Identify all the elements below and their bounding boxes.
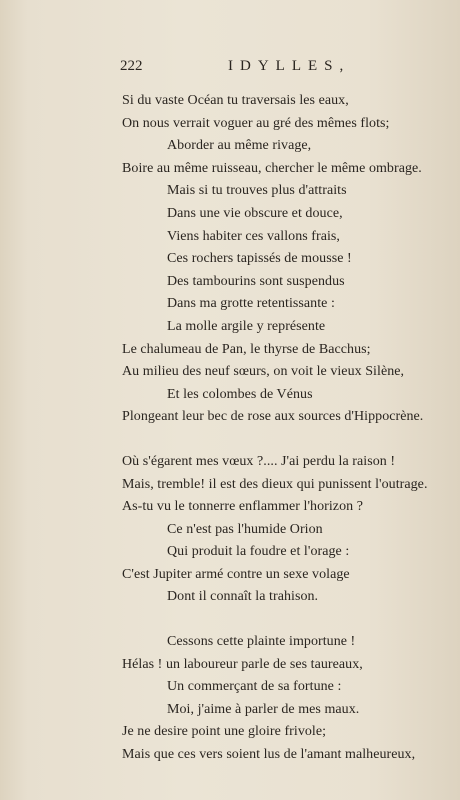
verse-line: As-tu vu le tonnerre enflammer l'horizon ? xyxy=(122,499,363,515)
verse-line: Dont il connaît la trahison. xyxy=(167,589,319,605)
verse-line: Mais, tremble! il est des dieux qui punissent l'outrage. xyxy=(122,476,428,492)
verse-line: Où s'égarent mes vœux ?.... J'ai perdu la raison ! xyxy=(122,453,396,469)
verse-line: Des tambourins sont suspendus xyxy=(167,273,345,289)
verse-line: La molle argile y représente xyxy=(167,318,326,334)
verse-line: Hélas ! un laboureur parle de ses taureaux, xyxy=(122,656,363,672)
stanza xyxy=(122,631,458,767)
running-title: IDYLLES, xyxy=(228,58,351,74)
stanza xyxy=(122,90,458,429)
verse-line: Mais que ces vers soient lus de l'amant malheureux, xyxy=(122,747,416,763)
stanza xyxy=(122,451,458,609)
verse-line: Moi, j'aime à parler de mes maux. xyxy=(167,701,360,717)
verse-line: Boire au même ruisseau, chercher le même ombrage. xyxy=(122,160,422,176)
verse-line: Si du vaste Océan tu traversais les eaux, xyxy=(122,93,349,108)
verse-line: Un commerçant de sa fortune : xyxy=(167,679,342,695)
verse-line: Qui produit la foudre et l'orage : xyxy=(167,544,350,560)
verse-line: Mais si tu trouves plus d'attraits xyxy=(167,183,347,199)
page-number: 222 xyxy=(120,58,143,74)
verse-line: Plongeant leur bec de rose aux sources d'Hippocrène. xyxy=(122,409,424,425)
verse-line: Cessons cette plainte importune ! xyxy=(167,634,356,650)
verse-line: Ce n'est pas l'humide Orion xyxy=(167,521,323,537)
verse-line: Dans une vie obscure et douce, xyxy=(167,205,343,221)
verse-line: Viens habiter ces vallons frais, xyxy=(167,228,340,244)
verse-line: Au milieu des neuf sœurs, on voit le vieux Silène, xyxy=(122,364,405,380)
verse-line: Et les colombes de Vénus xyxy=(167,386,313,402)
verse-line: Je ne desire point une gloire frivole; xyxy=(122,724,327,740)
verse-line: Dans ma grotte retentissante : xyxy=(167,296,335,312)
verse-line: Ces rochers tapissés de mousse ! xyxy=(167,251,352,267)
verse-line: C'est Jupiter armé contre un sexe volage xyxy=(122,566,350,582)
verse-line: Le chalumeau de Pan, le thyrse de Bacchus; xyxy=(122,341,371,357)
verse-line: Aborder au même rivage, xyxy=(167,138,312,154)
poem-text xyxy=(122,90,458,767)
verse-line: On nous verrait voguer au gré des mêmes flots; xyxy=(122,115,390,131)
page-header xyxy=(120,58,420,80)
